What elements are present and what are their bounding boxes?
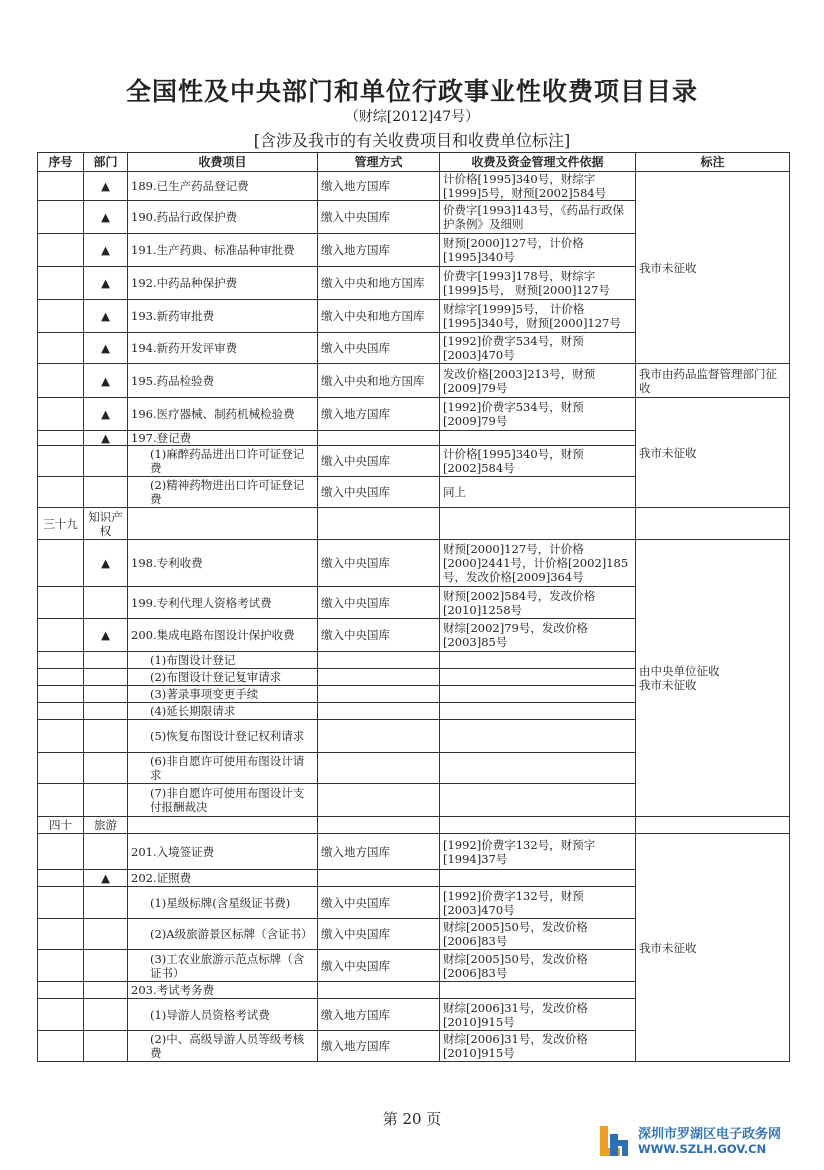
cell-dept: ▲ (84, 540, 128, 587)
cell-seq (38, 619, 84, 652)
cell-item: 192.中药品种保护费 (128, 267, 318, 300)
cell-mode: 缴入中央国库 (318, 446, 440, 477)
cell-basis (440, 982, 636, 999)
cell-basis: 财预[2000]127号，计价格[1995]340号 (440, 234, 636, 267)
cell-basis: 财综[2006]31号，发改价格[2010]915号 (440, 1031, 636, 1062)
cell-basis (440, 703, 636, 720)
cell-dept (84, 477, 128, 508)
cell-mode: 缴入中央国库 (318, 619, 440, 652)
table-row (38, 398, 790, 431)
table-row (38, 540, 790, 587)
cell-basis (440, 508, 636, 540)
cell-basis (440, 784, 636, 817)
cell-basis (440, 652, 636, 669)
cell-item: (7)非自愿许可使用布图设计支付报酬裁决 (128, 784, 318, 817)
cell-seq (38, 267, 84, 300)
cell-seq (38, 172, 84, 201)
cell-dept (84, 784, 128, 817)
cell-item: 193.新药审批费 (128, 300, 318, 333)
cell-seq (38, 919, 84, 950)
cell-dept (84, 753, 128, 784)
watermark-url: WWW.SZLH.GOV.CN (638, 1142, 767, 1156)
col-header-dept: 部门 (84, 153, 128, 172)
cell-seq (38, 398, 84, 431)
cell-basis: 发改价格[2003]213号，财预[2009]79号 (440, 364, 636, 398)
cell-basis: [1992]价费字132号，财预字[1994]37号 (440, 834, 636, 870)
cell-item: (2)布图设计登记复审请求 (128, 669, 318, 686)
cell-mode (318, 753, 440, 784)
cell-seq (38, 753, 84, 784)
table-row (38, 364, 790, 398)
cell-basis: 财预[2002]584号，发改价格[2010]1258号 (440, 587, 636, 619)
watermark (596, 1118, 810, 1162)
col-header-item: 收费项目 (128, 153, 318, 172)
cell-basis: 计价格[1995]340号，财综字[1999]5号，财预[2002]584号 (440, 172, 636, 201)
cell-dept (84, 446, 128, 477)
cell-dept (84, 834, 128, 870)
cell-note (636, 508, 790, 540)
cell-dept: ▲ (84, 267, 128, 300)
cell-basis: [1992]价费字132号，财预[2003]470号 (440, 887, 636, 919)
cell-basis: [1992]价费字534号，财预[2003]470号 (440, 333, 636, 364)
cell-basis: 财综[2002]79号，发改价格[2003]85号 (440, 619, 636, 652)
cell-item: (1)布图设计登记 (128, 652, 318, 669)
cell-item: 196.医疗器械、制药机械检验费 (128, 398, 318, 431)
table-row (38, 834, 790, 870)
cell-mode: 缴入地方国库 (318, 834, 440, 870)
col-header-basis: 收费及资金管理文件依据 (440, 153, 636, 172)
cell-basis: [1992]价费字534号，财预[2009]79号 (440, 398, 636, 431)
table-row (38, 508, 790, 540)
cell-mode (318, 720, 440, 753)
cell-basis: 财预[2000]127号，计价格[2000]2441号，计价格[2002]185号，发改价格[2009]364号 (440, 540, 636, 587)
cell-mode: 缴入中央国库 (318, 540, 440, 587)
document-note: [含涉及我市的有关收费项目和收费单位标注] (253, 131, 571, 150)
cell-note (636, 817, 790, 834)
cell-seq (38, 999, 84, 1031)
cell-mode: 缴入中央国库 (318, 477, 440, 508)
cell-seq (38, 652, 84, 669)
cell-note: 我市未征收 (636, 834, 790, 1062)
cell-item: (1)麻醉药品进出口许可证登记费 (128, 446, 318, 477)
cell-dept: ▲ (84, 870, 128, 887)
cell-dept: ▲ (84, 619, 128, 652)
cell-seq (38, 540, 84, 587)
cell-basis: 价费字[1993]143号，《药品行政保护条例》及细则 (440, 201, 636, 234)
cell-basis (440, 870, 636, 887)
cell-seq (38, 234, 84, 267)
cell-seq (38, 870, 84, 887)
cell-mode: 缴入中央和地方国库 (318, 267, 440, 300)
cell-mode: 缴入中央国库 (318, 333, 440, 364)
page-number: 第 20 页 (382, 1110, 442, 1128)
cell-dept: 旅游 (84, 817, 128, 834)
cell-mode: 缴入中央和地方国库 (318, 364, 440, 398)
cell-basis (440, 720, 636, 753)
cell-item: 195.药品检验费 (128, 364, 318, 398)
cell-mode: 缴入中央国库 (318, 919, 440, 950)
cell-item: 203.考试考务费 (128, 982, 318, 999)
cell-basis (440, 431, 636, 446)
cell-dept: ▲ (84, 333, 128, 364)
cell-item: 201.入境签证费 (128, 834, 318, 870)
cell-seq (38, 300, 84, 333)
table-row (38, 172, 790, 201)
cell-item (128, 817, 318, 834)
cell-mode: 缴入中央国库 (318, 950, 440, 982)
cell-basis: 同上 (440, 477, 636, 508)
cell-seq (38, 834, 84, 870)
cell-mode (318, 982, 440, 999)
cell-mode (318, 686, 440, 703)
cell-item: (2)精神药物进出口许可证登记费 (128, 477, 318, 508)
cell-item: (3)著录事项变更手续 (128, 686, 318, 703)
col-header-note: 标注 (636, 153, 790, 172)
cell-dept: ▲ (84, 364, 128, 398)
cell-dept (84, 982, 128, 999)
cell-seq (38, 686, 84, 703)
cell-seq (38, 431, 84, 446)
cell-dept (84, 652, 128, 669)
table-row (38, 817, 790, 834)
cell-dept: ▲ (84, 431, 128, 446)
cell-mode (318, 669, 440, 686)
cell-mode: 缴入中央国库 (318, 587, 440, 619)
cell-item: 202.证照费 (128, 870, 318, 887)
cell-mode (318, 784, 440, 817)
cell-item: (2)A级旅游景区标牌（含证书） (128, 919, 318, 950)
cell-seq (38, 703, 84, 720)
cell-basis: 价费字[1993]178号，财综字[1999]5号， 财预[2000]127号 (440, 267, 636, 300)
cell-item: 200.集成电路布图设计保护收费 (128, 619, 318, 652)
cell-seq (38, 720, 84, 753)
cell-note: 我市由药品监督管理部门征收 (636, 364, 790, 398)
cell-seq (38, 364, 84, 398)
cell-item: (1)导游人员资格考试费 (128, 999, 318, 1031)
cell-seq (38, 887, 84, 919)
cell-seq: 三十九 (38, 508, 84, 540)
cell-mode: 缴入地方国库 (318, 172, 440, 201)
cell-dept (84, 887, 128, 919)
cell-mode (318, 508, 440, 540)
cell-basis: 财综[2005]50号，发改价格[2006]83号 (440, 950, 636, 982)
cell-dept: ▲ (84, 398, 128, 431)
cell-dept (84, 999, 128, 1031)
cell-dept (84, 686, 128, 703)
cell-basis (440, 686, 636, 703)
cell-mode: 缴入地方国库 (318, 999, 440, 1031)
cell-mode: 缴入地方国库 (318, 1031, 440, 1062)
cell-item: 199.专利代理人资格考试费 (128, 587, 318, 619)
cell-note: 由中央单位征收 我市未征收 (636, 540, 790, 817)
cell-seq (38, 669, 84, 686)
cell-mode (318, 703, 440, 720)
cell-dept (84, 720, 128, 753)
cell-mode: 缴入地方国库 (318, 398, 440, 431)
cell-item: 189.已生产药品登记费 (128, 172, 318, 201)
cell-dept (84, 703, 128, 720)
cell-dept (84, 587, 128, 619)
cell-item: 198.专利收费 (128, 540, 318, 587)
cell-seq (38, 950, 84, 982)
cell-item: (6)非自愿许可使用布图设计请求 (128, 753, 318, 784)
site-logo-icon (596, 1122, 632, 1158)
cell-dept (84, 1031, 128, 1062)
fee-table (37, 152, 790, 1062)
table-header-row (38, 153, 790, 172)
cell-seq (38, 201, 84, 234)
cell-basis (440, 817, 636, 834)
cell-mode: 缴入地方国库 (318, 234, 440, 267)
cell-note: 我市未征收 (636, 398, 790, 508)
watermark-name: 深圳市罗湖区电子政务网 (638, 1127, 782, 1142)
cell-seq (38, 982, 84, 999)
cell-dept (84, 919, 128, 950)
cell-basis: 财综字[1999]5号， 计价格[1995]340号，财预[2000]127号 (440, 300, 636, 333)
cell-mode (318, 652, 440, 669)
col-header-mode: 管理方式 (318, 153, 440, 172)
cell-seq (38, 477, 84, 508)
cell-mode (318, 870, 440, 887)
cell-seq (38, 587, 84, 619)
cell-dept (84, 950, 128, 982)
cell-dept: ▲ (84, 300, 128, 333)
cell-seq: 四十 (38, 817, 84, 834)
cell-seq (38, 784, 84, 817)
cell-item: 197.登记费 (128, 431, 318, 446)
cell-dept (84, 669, 128, 686)
cell-seq (38, 1031, 84, 1062)
cell-basis: 财综[2006]31号，发改价格[2010]915号 (440, 999, 636, 1031)
cell-dept: 知识产权 (84, 508, 128, 540)
cell-dept: ▲ (84, 201, 128, 234)
cell-mode: 缴入中央和地方国库 (318, 300, 440, 333)
page-title: 全国性及中央部门和单位行政事业性收费项目目录 (125, 77, 698, 106)
cell-item: (1)星级标牌(含星级证书费) (128, 887, 318, 919)
cell-basis: 财综[2005]50号，发改价格[2006]83号 (440, 919, 636, 950)
cell-basis (440, 669, 636, 686)
col-header-seq: 序号 (38, 153, 84, 172)
cell-item: 194.新药开发评审费 (128, 333, 318, 364)
cell-item: (4)延长期限请求 (128, 703, 318, 720)
cell-dept: ▲ (84, 234, 128, 267)
cell-note: 我市未征收 (636, 172, 790, 364)
cell-item: (5)恢复布图设计登记权利请求 (128, 720, 318, 753)
document-number: （财综[2012]47号） (344, 109, 480, 125)
cell-item: (2)中、高级导游人员等级考核费 (128, 1031, 318, 1062)
cell-mode (318, 817, 440, 834)
cell-mode: 缴入中央国库 (318, 201, 440, 234)
cell-mode (318, 431, 440, 446)
cell-item (128, 508, 318, 540)
cell-dept: ▲ (84, 172, 128, 201)
cell-seq (38, 446, 84, 477)
cell-seq (38, 333, 84, 364)
cell-item: 191.生产药典、标准品种审批费 (128, 234, 318, 267)
cell-item: 190.药品行政保护费 (128, 201, 318, 234)
cell-basis (440, 753, 636, 784)
cell-item: (3)工农业旅游示范点标牌（含证书） (128, 950, 318, 982)
cell-mode: 缴入中央国库 (318, 887, 440, 919)
cell-basis: 计价格[1995]340号，财预[2002]584号 (440, 446, 636, 477)
